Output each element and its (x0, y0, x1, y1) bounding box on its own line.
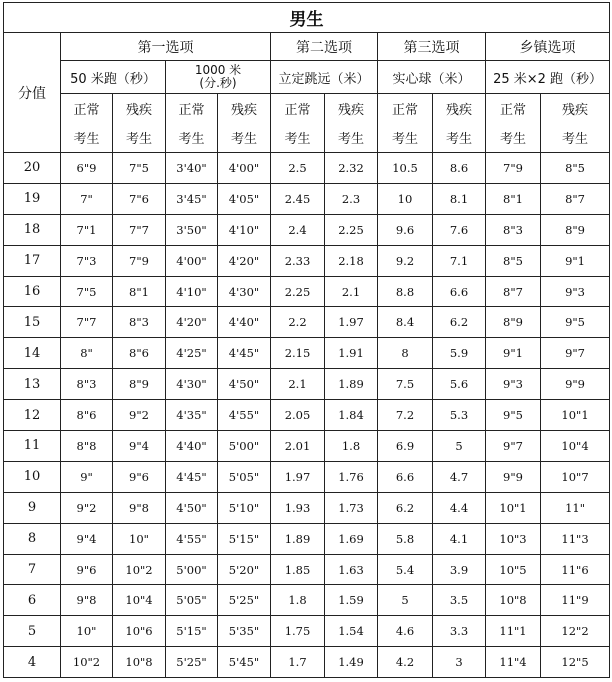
table-cell: 10" (113, 523, 166, 554)
table-cell: 9"1 (486, 338, 541, 369)
table-cell: 2.15 (271, 338, 325, 369)
table-cell: 9"6 (61, 554, 113, 585)
table-cell: 5.8 (378, 523, 433, 554)
table-cell: 4.2 (378, 647, 433, 678)
table-cell: 9"4 (113, 431, 166, 462)
table-cell: 8 (378, 338, 433, 369)
subheader-candidate: 考生 (433, 123, 486, 153)
table-cell: 3.5 (433, 585, 486, 616)
subheader-normal: 正常 (166, 94, 218, 124)
table-cell: 6.6 (378, 461, 433, 492)
table-cell: 10"1 (541, 400, 610, 431)
table-cell: 1.89 (325, 369, 378, 400)
table-cell: 1.75 (271, 616, 325, 647)
table-cell: 4'55" (166, 523, 218, 554)
table-cell: 3.9 (433, 554, 486, 585)
table-cell: 2.3 (325, 183, 378, 214)
table-row (4, 183, 610, 214)
score-cell: 16 (4, 276, 61, 307)
table-cell: 3'50" (166, 214, 218, 245)
table-cell: 4'50" (166, 492, 218, 523)
table-cell: 7"9 (113, 245, 166, 276)
table-cell: 5'45" (218, 647, 271, 678)
table-cell: 4'05" (218, 183, 271, 214)
score-cell: 18 (4, 214, 61, 245)
table-cell: 9"9 (541, 369, 610, 400)
table-cell: 4'10" (166, 276, 218, 307)
subheader-normal: 正常 (271, 94, 325, 124)
table-cell: 1.59 (325, 585, 378, 616)
table-cell: 10 (378, 183, 433, 214)
table-cell: 9"3 (486, 369, 541, 400)
table-cell: 8"1 (113, 276, 166, 307)
score-table (3, 2, 610, 678)
table-cell: 7"1 (61, 214, 113, 245)
table-cell: 9"3 (541, 276, 610, 307)
table-cell: 10"4 (113, 585, 166, 616)
subheader-candidate: 考生 (218, 123, 271, 153)
table-cell: 1.63 (325, 554, 378, 585)
table-cell: 8"3 (113, 307, 166, 338)
table-cell: 1.54 (325, 616, 378, 647)
table-cell: 10"8 (113, 647, 166, 678)
table-cell: 4'30" (218, 276, 271, 307)
table-cell: 8"9 (113, 369, 166, 400)
table-cell: 4'40" (166, 431, 218, 462)
table-cell: 9"5 (486, 400, 541, 431)
score-cell: 20 (4, 153, 61, 184)
table-cell: 10"3 (486, 523, 541, 554)
table-cell: 9"6 (113, 461, 166, 492)
table-cell: 9"8 (61, 585, 113, 616)
table-cell: 11"3 (541, 523, 610, 554)
subheader-normal: 正常 (378, 94, 433, 124)
group-first-option: 第一选项 (61, 33, 271, 61)
table-cell: 4.6 (378, 616, 433, 647)
table-cell: 2.01 (271, 431, 325, 462)
event-1000m-run (166, 61, 271, 94)
table-cell: 7"9 (486, 153, 541, 184)
table-cell: 8"3 (61, 369, 113, 400)
table-cell: 1.7 (271, 647, 325, 678)
table-cell: 4'20" (218, 245, 271, 276)
score-cell: 6 (4, 585, 61, 616)
table-row (4, 369, 610, 400)
table-cell: 2.33 (271, 245, 325, 276)
table-cell: 8.4 (378, 307, 433, 338)
table-row (4, 245, 610, 276)
table-cell: 8"7 (541, 183, 610, 214)
score-column-header: 分值 (4, 33, 61, 153)
table-cell: 8"9 (541, 214, 610, 245)
event-1000m-line1: 1000 米 (194, 63, 242, 77)
table-cell: 1.76 (325, 461, 378, 492)
table-cell: 7.6 (433, 214, 486, 245)
score-cell: 13 (4, 369, 61, 400)
table-cell: 9.6 (378, 214, 433, 245)
table-cell: 4'45" (218, 338, 271, 369)
table-cell: 9"4 (61, 523, 113, 554)
score-cell: 4 (4, 647, 61, 678)
table-cell: 8"8 (61, 431, 113, 462)
subheader-disabled: 残疾 (218, 94, 271, 124)
table-row (4, 523, 610, 554)
subheader-candidate: 考生 (378, 123, 433, 153)
table-row (4, 276, 610, 307)
event-25m-shuttle: 25 米×2 跑（秒） (486, 61, 610, 94)
table-cell: 6"9 (61, 153, 113, 184)
group-second-option: 第二选项 (271, 33, 378, 61)
table-row (4, 492, 610, 523)
table-cell: 9" (61, 461, 113, 492)
table-cell: 4.4 (433, 492, 486, 523)
table-cell: 9"9 (486, 461, 541, 492)
table-cell: 6.6 (433, 276, 486, 307)
table-cell: 4.7 (433, 461, 486, 492)
table-cell: 4'00" (218, 153, 271, 184)
table-cell: 7"3 (61, 245, 113, 276)
table-cell: 11"4 (486, 647, 541, 678)
table-cell: 5'05" (218, 461, 271, 492)
score-cell: 15 (4, 307, 61, 338)
subheader-normal: 正常 (486, 94, 541, 124)
table-row (4, 214, 610, 245)
table-row (4, 153, 610, 184)
score-cell: 5 (4, 616, 61, 647)
table-cell: 4'45" (166, 461, 218, 492)
table-cell: 8"5 (541, 153, 610, 184)
table-cell: 11"9 (541, 585, 610, 616)
table-cell: 10" (61, 616, 113, 647)
subheader-disabled: 残疾 (113, 94, 166, 124)
table-cell: 9"7 (541, 338, 610, 369)
group-town-option: 乡镇选项 (486, 33, 610, 61)
table-cell: 4'30" (166, 369, 218, 400)
table-cell: 3'45" (166, 183, 218, 214)
table-cell: 5'25" (218, 585, 271, 616)
table-cell: 7.5 (378, 369, 433, 400)
table-cell: 5'20" (218, 554, 271, 585)
table-cell: 1.93 (271, 492, 325, 523)
table-cell: 5.9 (433, 338, 486, 369)
table-cell: 9.2 (378, 245, 433, 276)
table-cell: 2.05 (271, 400, 325, 431)
table-cell: 4'20" (166, 307, 218, 338)
score-cell: 9 (4, 492, 61, 523)
table-cell: 8.6 (433, 153, 486, 184)
table-cell: 5'35" (218, 616, 271, 647)
table-cell: 4'50" (218, 369, 271, 400)
table-cell: 8"6 (61, 400, 113, 431)
table-row (4, 307, 610, 338)
table-cell: 2.1 (325, 276, 378, 307)
table-cell: 10"4 (541, 431, 610, 462)
table-cell: 7.2 (378, 400, 433, 431)
subheader-disabled: 残疾 (541, 94, 610, 124)
table-row (4, 338, 610, 369)
table-cell: 7"6 (113, 183, 166, 214)
table-cell: 7" (61, 183, 113, 214)
table-row (4, 647, 610, 678)
table-cell: 8"1 (486, 183, 541, 214)
table-cell: 4.1 (433, 523, 486, 554)
table-row (4, 554, 610, 585)
table-cell: 1.69 (325, 523, 378, 554)
table-cell: 4'55" (218, 400, 271, 431)
table-cell: 5.6 (433, 369, 486, 400)
score-cell: 17 (4, 245, 61, 276)
table-cell: 1.8 (271, 585, 325, 616)
table-cell: 8"9 (486, 307, 541, 338)
table-cell: 8"5 (486, 245, 541, 276)
table-cell: 2.2 (271, 307, 325, 338)
table-cell: 5.4 (378, 554, 433, 585)
table-cell: 1.73 (325, 492, 378, 523)
table-cell: 4'10" (218, 214, 271, 245)
table-cell: 7"5 (61, 276, 113, 307)
table-cell: 11"6 (541, 554, 610, 585)
table-cell: 8.8 (378, 276, 433, 307)
table-cell: 2.45 (271, 183, 325, 214)
table-cell: 1.85 (271, 554, 325, 585)
table-cell: 1.97 (271, 461, 325, 492)
table-cell: 10.5 (378, 153, 433, 184)
table-cell: 2.4 (271, 214, 325, 245)
subheader-disabled: 残疾 (325, 94, 378, 124)
table-cell: 6.9 (378, 431, 433, 462)
table-cell: 2.1 (271, 369, 325, 400)
table-cell: 5'00" (166, 554, 218, 585)
subheader-normal: 正常 (61, 94, 113, 124)
table-cell: 11" (541, 492, 610, 523)
table-cell: 5 (378, 585, 433, 616)
table-cell: 7"5 (113, 153, 166, 184)
table-cell: 1.49 (325, 647, 378, 678)
table-cell: 5'25" (166, 647, 218, 678)
table-row (4, 461, 610, 492)
group-third-option: 第三选项 (378, 33, 486, 61)
table-cell: 2.32 (325, 153, 378, 184)
table-cell: 9"5 (541, 307, 610, 338)
table-title: 男生 (4, 3, 610, 33)
table-cell: 8"3 (486, 214, 541, 245)
score-cell: 11 (4, 431, 61, 462)
table-cell: 10"8 (486, 585, 541, 616)
table-cell: 5 (433, 431, 486, 462)
subheader-candidate: 考生 (113, 123, 166, 153)
table-cell: 8"7 (486, 276, 541, 307)
table-cell: 11"1 (486, 616, 541, 647)
subheader-disabled: 残疾 (433, 94, 486, 124)
table-cell: 5'00" (218, 431, 271, 462)
table-cell: 9"7 (486, 431, 541, 462)
table-cell: 2.5 (271, 153, 325, 184)
table-row (4, 585, 610, 616)
table-row (4, 431, 610, 462)
event-medicine-ball: 实心球（米） (378, 61, 486, 94)
score-cell: 12 (4, 400, 61, 431)
subheader-candidate: 考生 (325, 123, 378, 153)
table-cell: 2.18 (325, 245, 378, 276)
table-cell: 7.1 (433, 245, 486, 276)
table-cell: 12"2 (541, 616, 610, 647)
table-cell: 5'15" (166, 616, 218, 647)
table-cell: 9"8 (113, 492, 166, 523)
table-cell: 10"5 (486, 554, 541, 585)
table-cell: 4'40" (218, 307, 271, 338)
table-row (4, 400, 610, 431)
table-cell: 1.84 (325, 400, 378, 431)
table-cell: 12"5 (541, 647, 610, 678)
subheader-candidate: 考生 (271, 123, 325, 153)
table-cell: 4'25" (166, 338, 218, 369)
table-cell: 7"7 (61, 307, 113, 338)
table-cell: 2.25 (271, 276, 325, 307)
table-cell: 10"2 (113, 554, 166, 585)
event-50m-run: 50 米跑（秒） (61, 61, 166, 94)
table-cell: 5'15" (218, 523, 271, 554)
table-cell: 3.3 (433, 616, 486, 647)
table-cell: 3 (433, 647, 486, 678)
table-cell: 5'10" (218, 492, 271, 523)
score-cell: 10 (4, 461, 61, 492)
table-cell: 9"2 (113, 400, 166, 431)
table-cell: 1.89 (271, 523, 325, 554)
table-cell: 5'05" (166, 585, 218, 616)
table-cell: 3'40" (166, 153, 218, 184)
table-cell: 1.91 (325, 338, 378, 369)
table-cell: 6.2 (433, 307, 486, 338)
score-cell: 14 (4, 338, 61, 369)
table-cell: 10"7 (541, 461, 610, 492)
score-cell: 8 (4, 523, 61, 554)
table-cell: 10"2 (61, 647, 113, 678)
table-cell: 1.8 (325, 431, 378, 462)
table-cell: 5.3 (433, 400, 486, 431)
score-cell: 7 (4, 554, 61, 585)
table-cell: 1.97 (325, 307, 378, 338)
event-standing-long-jump: 立定跳远（米） (271, 61, 378, 94)
table-row (4, 616, 610, 647)
subheader-candidate: 考生 (486, 123, 541, 153)
table-cell: 10"1 (486, 492, 541, 523)
table-cell: 8.1 (433, 183, 486, 214)
table-cell: 4'00" (166, 245, 218, 276)
table-cell: 9"1 (541, 245, 610, 276)
subheader-candidate: 考生 (541, 123, 610, 153)
subheader-candidate: 考生 (61, 123, 113, 153)
event-1000m-line2: (分.秒) (199, 76, 237, 90)
table-cell: 8" (61, 338, 113, 369)
table-cell: 10"6 (113, 616, 166, 647)
score-cell: 19 (4, 183, 61, 214)
table-cell: 7"7 (113, 214, 166, 245)
table-cell: 9"2 (61, 492, 113, 523)
table-cell: 6.2 (378, 492, 433, 523)
table-cell: 4'35" (166, 400, 218, 431)
table-cell: 8"6 (113, 338, 166, 369)
table-cell: 2.25 (325, 214, 378, 245)
subheader-candidate: 考生 (166, 123, 218, 153)
